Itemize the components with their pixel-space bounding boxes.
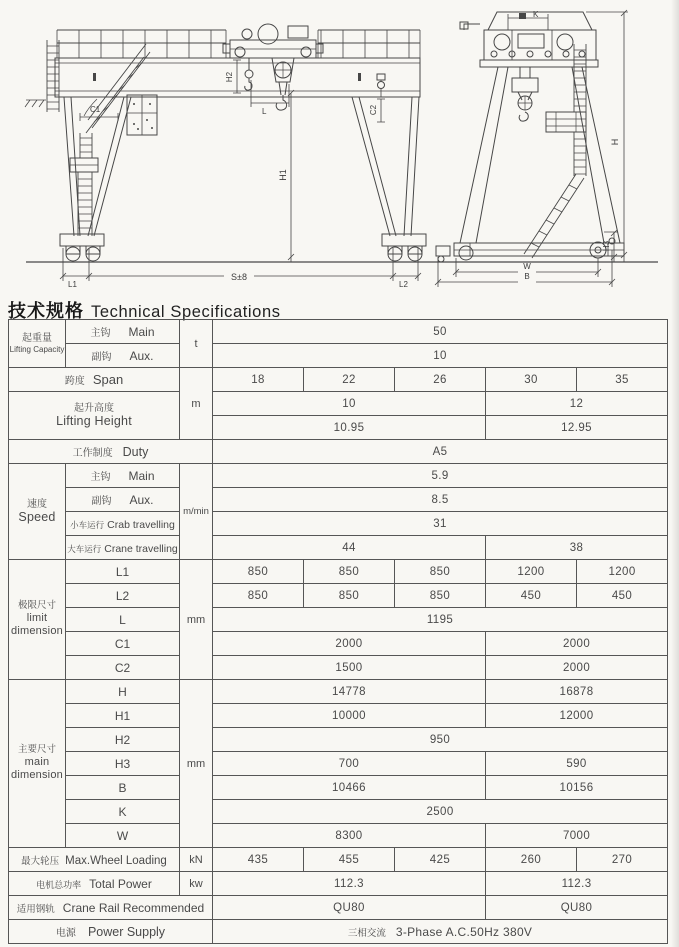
value-cell: 112.3 <box>213 872 486 896</box>
label-duty: 工作制度 Duty <box>9 440 213 464</box>
table-row <box>9 512 668 536</box>
value-cell: 850 <box>395 584 486 608</box>
value-cell: 31 <box>213 512 668 536</box>
value-cell: 425 <box>395 848 486 872</box>
unit-kw: kw <box>180 872 213 896</box>
value-cell: 38 <box>486 536 668 560</box>
table-row <box>9 440 668 464</box>
specifications-table <box>8 319 668 944</box>
table-row <box>9 608 668 632</box>
table-row <box>9 896 668 920</box>
dim-label-h3: H3 <box>602 240 611 252</box>
value-cell: 455 <box>304 848 395 872</box>
value-cell: 8.5 <box>213 488 668 512</box>
table-row <box>9 320 668 344</box>
value-cell: 8300 <box>213 824 486 848</box>
label-speed-main: 主钩 Main <box>66 464 180 488</box>
dim-label-h1: H1 <box>278 169 288 181</box>
value-cell: 10156 <box>486 776 668 800</box>
value-cell: 10 <box>213 392 486 416</box>
unit-mm: mm <box>180 680 213 848</box>
table-row <box>9 464 668 488</box>
table-row <box>9 824 668 848</box>
label-aux-hook: 副钩 Aux. <box>66 344 180 368</box>
table-row <box>9 680 668 704</box>
value-cell: 950 <box>213 728 668 752</box>
label-crab-travelling: 小车运行 Crab travelling <box>66 512 180 536</box>
label-dim-k: K <box>66 800 180 824</box>
table-row <box>9 632 668 656</box>
dim-label-c1: C1 <box>90 105 101 114</box>
value-cell: 450 <box>486 584 577 608</box>
value-aux-capacity: 10 <box>213 344 668 368</box>
table-row <box>9 920 668 944</box>
value-cell: 5.9 <box>213 464 668 488</box>
dim-label-h2: H2 <box>225 71 234 83</box>
value-cell: 7000 <box>486 824 668 848</box>
value-cell: 12.95 <box>486 416 668 440</box>
value-cell: 700 <box>213 752 486 776</box>
value-cell: 2000 <box>486 656 668 680</box>
dim-label-w: W <box>523 262 531 271</box>
dim-label-b: B <box>524 272 530 281</box>
value-cell: 10000 <box>213 704 486 728</box>
page-title-en: Technical Specifications <box>91 303 281 321</box>
label-span: 跨度 Span <box>9 368 180 392</box>
value-cell: 850 <box>213 560 304 584</box>
value-duty: A5 <box>213 440 668 464</box>
value-cell: 850 <box>304 560 395 584</box>
dim-label-k: K <box>533 10 539 19</box>
unit-kn: kN <box>180 848 213 872</box>
value-cell: 44 <box>213 536 486 560</box>
label-dim-w: W <box>66 824 180 848</box>
value-cell: 18 <box>213 368 304 392</box>
label-dim-l1: L1 <box>66 560 180 584</box>
table-row <box>9 656 668 680</box>
label-dim-b: B <box>66 776 180 800</box>
label-lifting-height: 起升高度 Lifting Height <box>9 392 180 440</box>
value-cell: 10466 <box>213 776 486 800</box>
label-crane-rail: 适用钢轨 Crane Rail Recommended <box>9 896 213 920</box>
table-row <box>9 872 668 896</box>
front-view <box>25 24 658 281</box>
label-total-power: 电机总功率 Total Power <box>9 872 180 896</box>
value-cell: 26 <box>395 368 486 392</box>
dim-label-l2: L2 <box>399 280 408 289</box>
table-row <box>9 536 668 560</box>
value-cell: 12 <box>486 392 668 416</box>
value-cell: 2000 <box>213 632 486 656</box>
value-cell: 260 <box>486 848 577 872</box>
label-speed-aux: 副钩 Aux. <box>66 488 180 512</box>
label-limit-dimension: 极限尺寸 limit dimension <box>9 560 66 680</box>
value-cell: 10.95 <box>213 416 486 440</box>
dim-label-h: H <box>610 138 620 146</box>
value-cell: 1200 <box>486 560 577 584</box>
table-row <box>9 344 668 368</box>
value-cell: 22 <box>304 368 395 392</box>
value-cell: 590 <box>486 752 668 776</box>
label-lifting-capacity: 起重量 Lifting Capacity <box>9 320 66 368</box>
value-cell: 435 <box>213 848 304 872</box>
label-dim-l: L <box>66 608 180 632</box>
table-row <box>9 800 668 824</box>
side-view <box>435 10 628 287</box>
table-row <box>9 560 668 584</box>
value-cell: 850 <box>213 584 304 608</box>
table-row <box>9 584 668 608</box>
value-cell: 16878 <box>486 680 668 704</box>
value-cell: 1200 <box>577 560 668 584</box>
dim-label-l: L <box>262 107 267 116</box>
label-speed: 速度 Speed <box>9 464 66 560</box>
value-cell: 850 <box>395 560 486 584</box>
label-dim-c1: C1 <box>66 632 180 656</box>
label-dim-l2: L2 <box>66 584 180 608</box>
label-main-dimension: 主要尺寸 main dimension <box>9 680 66 848</box>
page-title-zh: 技术规格 <box>8 301 84 321</box>
unit-mm: mm <box>180 560 213 680</box>
dim-label-span: S±8 <box>231 272 247 282</box>
table-row <box>9 488 668 512</box>
label-main-hook: 主钩 Main <box>66 320 180 344</box>
value-cell: 2000 <box>486 632 668 656</box>
front-view-dimension-labels <box>68 71 408 289</box>
table-row <box>9 368 668 392</box>
label-dim-h2: H2 <box>66 728 180 752</box>
crane-technical-drawing <box>0 0 679 290</box>
label-dim-h3: H3 <box>66 752 180 776</box>
table-row <box>9 752 668 776</box>
label-dim-c2: C2 <box>66 656 180 680</box>
value-cell: 35 <box>577 368 668 392</box>
label-power-supply: 电源 Power Supply <box>9 920 213 944</box>
value-main-capacity: 50 <box>213 320 668 344</box>
value-cell: 30 <box>486 368 577 392</box>
table-row <box>9 392 668 416</box>
value-cell: QU80 <box>213 896 486 920</box>
value-cell: 14778 <box>213 680 486 704</box>
table-row <box>9 728 668 752</box>
dim-label-l1: L1 <box>68 280 77 289</box>
dim-label-c2: C2 <box>369 104 378 116</box>
side-view-dimension-labels <box>523 10 620 281</box>
unit-m: m <box>180 368 213 440</box>
value-power-supply: 三相交流 3-Phase A.C.50Hz 380V <box>213 920 668 944</box>
value-cell: 2500 <box>213 800 668 824</box>
unit-m-min: m/min <box>180 464 213 560</box>
value-cell: QU80 <box>486 896 668 920</box>
value-cell: 1500 <box>213 656 486 680</box>
unit-t: t <box>180 320 213 368</box>
table-row <box>9 848 668 872</box>
value-cell: 112.3 <box>486 872 668 896</box>
table-row <box>9 704 668 728</box>
label-dim-h1: H1 <box>66 704 180 728</box>
table-row <box>9 776 668 800</box>
value-cell: 12000 <box>486 704 668 728</box>
value-cell: 850 <box>304 584 395 608</box>
label-dim-h: H <box>66 680 180 704</box>
value-cell: 450 <box>577 584 668 608</box>
value-cell: 270 <box>577 848 668 872</box>
label-crane-travelling: 大车运行 Crane travelling <box>66 536 180 560</box>
label-wheel-loading: 最大轮压 Max.Wheel Loading <box>9 848 180 872</box>
value-cell: 1195 <box>213 608 668 632</box>
